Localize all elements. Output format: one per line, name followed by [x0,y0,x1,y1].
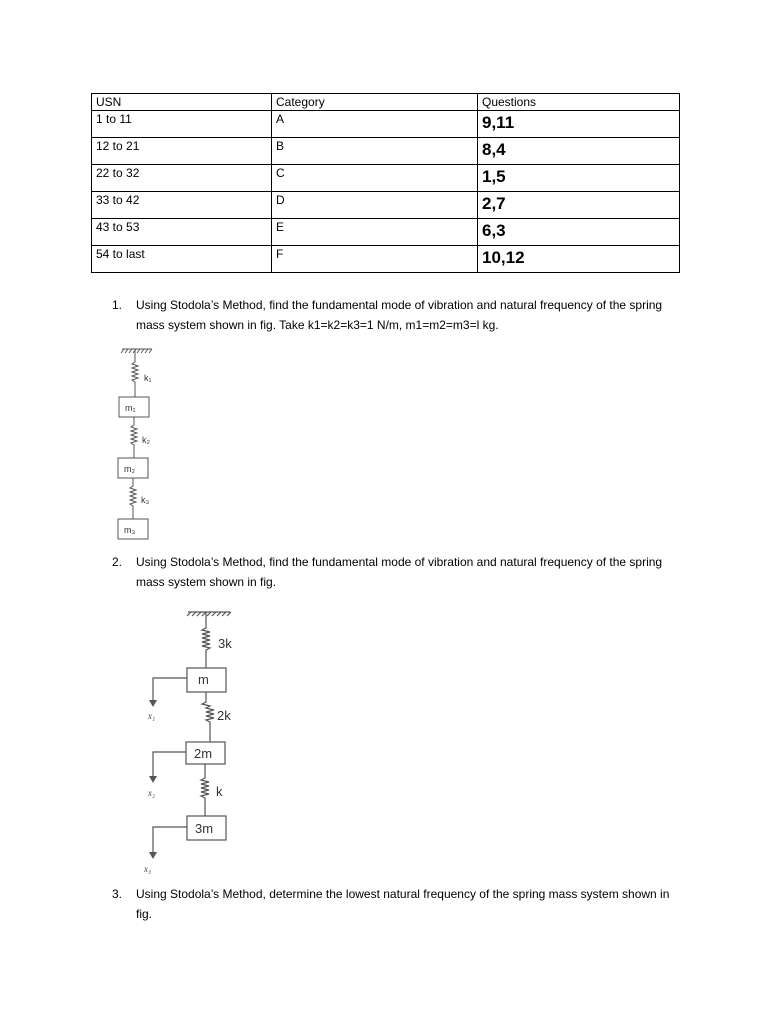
spring-label: k₂ [142,435,150,445]
spring-label: k [216,784,223,799]
coordinate-label: x₁ [148,711,156,721]
spring-k [201,764,209,816]
question-3 [112,884,682,924]
mass-label: m₃ [124,525,136,535]
mass-label: m [198,672,209,687]
usn-cell: 54 to last [92,246,272,273]
usn-cell: 1 to 11 [92,111,272,138]
questions-cell: 8,4 [478,138,680,165]
coordinate-label: x₃ [144,864,152,874]
category-cell: C [272,165,478,192]
header-questions: Questions [478,94,680,111]
category-cell: D [272,192,478,219]
header-category: Category [272,94,478,111]
spring-label: 2k [217,708,231,723]
coord-line-x2 [153,752,186,778]
usn-cell: 43 to 53 [92,219,272,246]
questions-cell: 1,5 [478,165,680,192]
coord-line-x3 [153,827,187,854]
questions-cell: 10,12 [478,246,680,273]
mass-label: 3m [195,821,214,836]
category-cell: B [272,138,478,165]
questions-cell: 2,7 [478,192,680,219]
arrow-down-icon [149,852,157,859]
arrow-down-icon [149,700,157,707]
questions-cell: 9,11 [478,111,680,138]
usn-cell: 12 to 21 [92,138,272,165]
coord-line-x1 [153,678,187,702]
spring-3k [202,612,210,668]
question-number: 2. [112,555,123,569]
mass-label: m₂ [124,464,135,474]
arrow-down-icon [149,776,157,783]
question-text: Using Stodola’s Method, determine the lowest natural frequency of the spring mass system shown in fig. [136,887,670,921]
question-text: Using Stodola’s Method, find the fundamental mode of vibration and natural frequency of the spring mass system shown in fig. [136,555,663,589]
spring-label: 3k [218,636,232,651]
header-usn: USN [92,94,272,111]
question-number: 3. [112,887,123,901]
usn-cell: 22 to 32 [92,165,272,192]
question-number: 1. [112,298,123,312]
mass-label: m₁ [125,403,136,413]
spring-label: k₃ [141,495,150,505]
question-text: Using Stodola’s Method, find the fundamental mode of vibration and natural frequency of the spring mass system shown in fig. Take k1=k2=k3=1 N/m, m1=m2=m3=l kg. [136,298,663,332]
questions-cell: 6,3 [478,219,680,246]
category-cell: E [272,219,478,246]
category-cell: F [272,246,478,273]
spring-2k [202,692,214,742]
usn-cell: 33 to 42 [92,192,272,219]
spring-label: k₁ [144,373,152,383]
mass-label: 2m [194,746,213,761]
coordinate-label: x₂ [148,788,156,798]
category-cell: A [272,111,478,138]
